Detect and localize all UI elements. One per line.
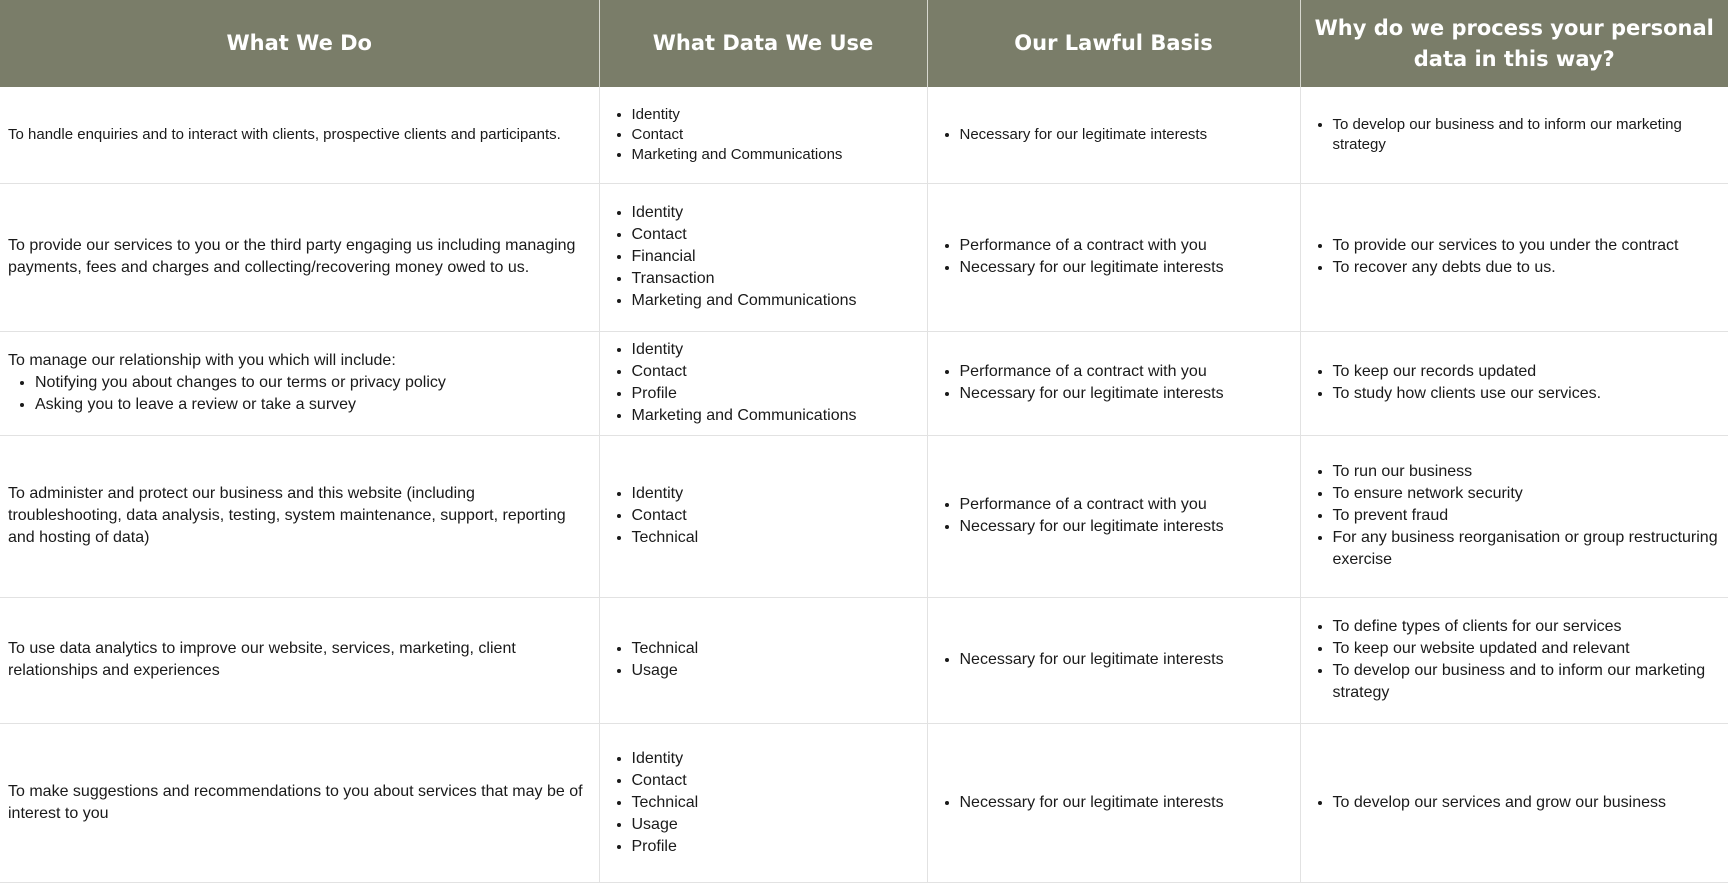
list-item: • To recover any debts due to us. [1333,257,1721,279]
list-item: • To provide our services to you under the contract [1333,235,1721,257]
list-item: • To run our business [1333,461,1721,483]
list-item: • Technical [632,527,919,549]
list-item: • Profile [632,836,919,858]
data-list [608,748,919,858]
list-item: • Notifying you about changes to our terms or privacy policy [35,372,591,394]
basis-cell [927,597,1300,723]
list-item: • Necessary for our legitimate interests [960,257,1292,279]
basis-cell [927,435,1300,597]
what-we-do-cell [0,183,599,331]
what-we-do-text: To administer and protect our business and this website (including troubleshooting, data analysis, testing, system maintenance, support, reporting and hosting of data) [8,485,566,546]
header-what-we-do: What We Do [0,0,599,87]
what-we-do-text: To use data analytics to improve our website, services, marketing, client relationships and experiences [8,640,516,679]
basis-list [936,494,1292,538]
what-we-do-text: To make suggestions and recommendations to you about services that may be of interest to you [8,782,583,822]
list-item: • Identity [632,202,919,224]
what-we-do-text: To provide our services to you or the third party engaging us including managing payments, fees and charges and collecting/recovering money owed to us. [8,237,576,276]
list-item: • To keep our records updated [1333,361,1721,383]
basis-list [936,125,1292,145]
basis-list [936,235,1292,279]
table-row [0,87,1728,183]
table-row [0,331,1728,435]
data-cell [599,597,927,723]
why-cell [1300,331,1728,435]
list-item: • Contact [632,361,919,383]
list-item: • To study how clients use our services. [1333,383,1721,405]
basis-cell [927,723,1300,882]
what-we-do-text: To handle enquiries and to interact with clients, prospective clients and participants. [8,125,561,143]
why-cell [1300,435,1728,597]
table-body [0,87,1728,882]
data-list [608,339,919,427]
data-cell [599,331,927,435]
list-item: • Necessary for our legitimate interests [960,516,1292,538]
what-we-do-sublist [8,372,591,416]
list-item: • Technical [632,792,919,814]
data-cell [599,87,927,183]
list-item: • Contact [632,224,919,246]
list-item: • Marketing and Communications [632,145,919,165]
list-item: • Identity [632,483,919,505]
why-list [1309,361,1721,405]
list-item: • Identity [632,748,919,770]
list-item: • Usage [632,660,919,682]
list-item: • For any business reorganisation or group restructuring exercise [1333,527,1721,571]
data-cell [599,435,927,597]
list-item: • Contact [632,125,919,145]
header-our-lawful-basis: Our Lawful Basis [927,0,1300,87]
list-item: • Necessary for our legitimate interests [960,383,1292,405]
list-item: • Profile [632,383,919,405]
why-list [1309,616,1721,704]
why-cell [1300,597,1728,723]
header-why-we-process: Why do we process your personal data in this way? [1300,0,1728,87]
what-we-do-cell [0,723,599,882]
basis-cell [927,183,1300,331]
list-item: • To develop our business and to inform our marketing strategy [1333,115,1721,155]
data-list [608,638,919,682]
what-we-do-cell [0,435,599,597]
why-cell [1300,723,1728,882]
table-row [0,723,1728,882]
header-row [0,0,1728,87]
list-item: • Marketing and Communications [632,290,919,312]
list-item: • Identity [632,339,919,361]
table-row [0,435,1728,597]
list-item: • Technical [632,638,919,660]
why-list [1309,461,1721,571]
basis-list [936,792,1292,814]
list-item: • Identity [632,105,919,125]
list-item: • To prevent fraud [1333,505,1721,527]
list-item: • To define types of clients for our services [1333,616,1721,638]
data-list [608,202,919,312]
why-list [1309,115,1721,155]
basis-cell [927,331,1300,435]
list-item: • To keep our website updated and relevant [1333,638,1721,660]
list-item: • Contact [632,505,919,527]
why-cell [1300,87,1728,183]
basis-cell [927,87,1300,183]
what-we-do-cell [0,87,599,183]
why-list [1309,235,1721,279]
what-we-do-text: To manage our relationship with you which will include: [8,352,396,369]
basis-list [936,361,1292,405]
list-item: • To ensure network security [1333,483,1721,505]
data-cell [599,723,927,882]
list-item: • Asking you to leave a review or take a survey [35,394,591,416]
list-item: • Necessary for our legitimate interests [960,125,1292,145]
list-item: • Performance of a contract with you [960,235,1292,257]
header-what-data-we-use: What Data We Use [599,0,927,87]
list-item: • Financial [632,246,919,268]
list-item: • Performance of a contract with you [960,494,1292,516]
data-list [608,105,919,165]
list-item: • Contact [632,770,919,792]
list-item: • Necessary for our legitimate interests [960,792,1292,814]
data-list [608,483,919,549]
what-we-do-cell [0,331,599,435]
basis-list [936,649,1292,671]
table-header [0,0,1728,87]
list-item: • Marketing and Communications [632,405,919,427]
list-item: • Necessary for our legitimate interests [960,649,1292,671]
list-item: • To develop our services and grow our business [1333,792,1721,814]
list-item: • Transaction [632,268,919,290]
list-item: • Usage [632,814,919,836]
table-row [0,597,1728,723]
why-cell [1300,183,1728,331]
table-row [0,183,1728,331]
list-item: • Performance of a contract with you [960,361,1292,383]
list-item: • To develop our business and to inform our marketing strategy [1333,660,1721,704]
why-list [1309,792,1721,814]
data-cell [599,183,927,331]
what-we-do-cell [0,597,599,723]
